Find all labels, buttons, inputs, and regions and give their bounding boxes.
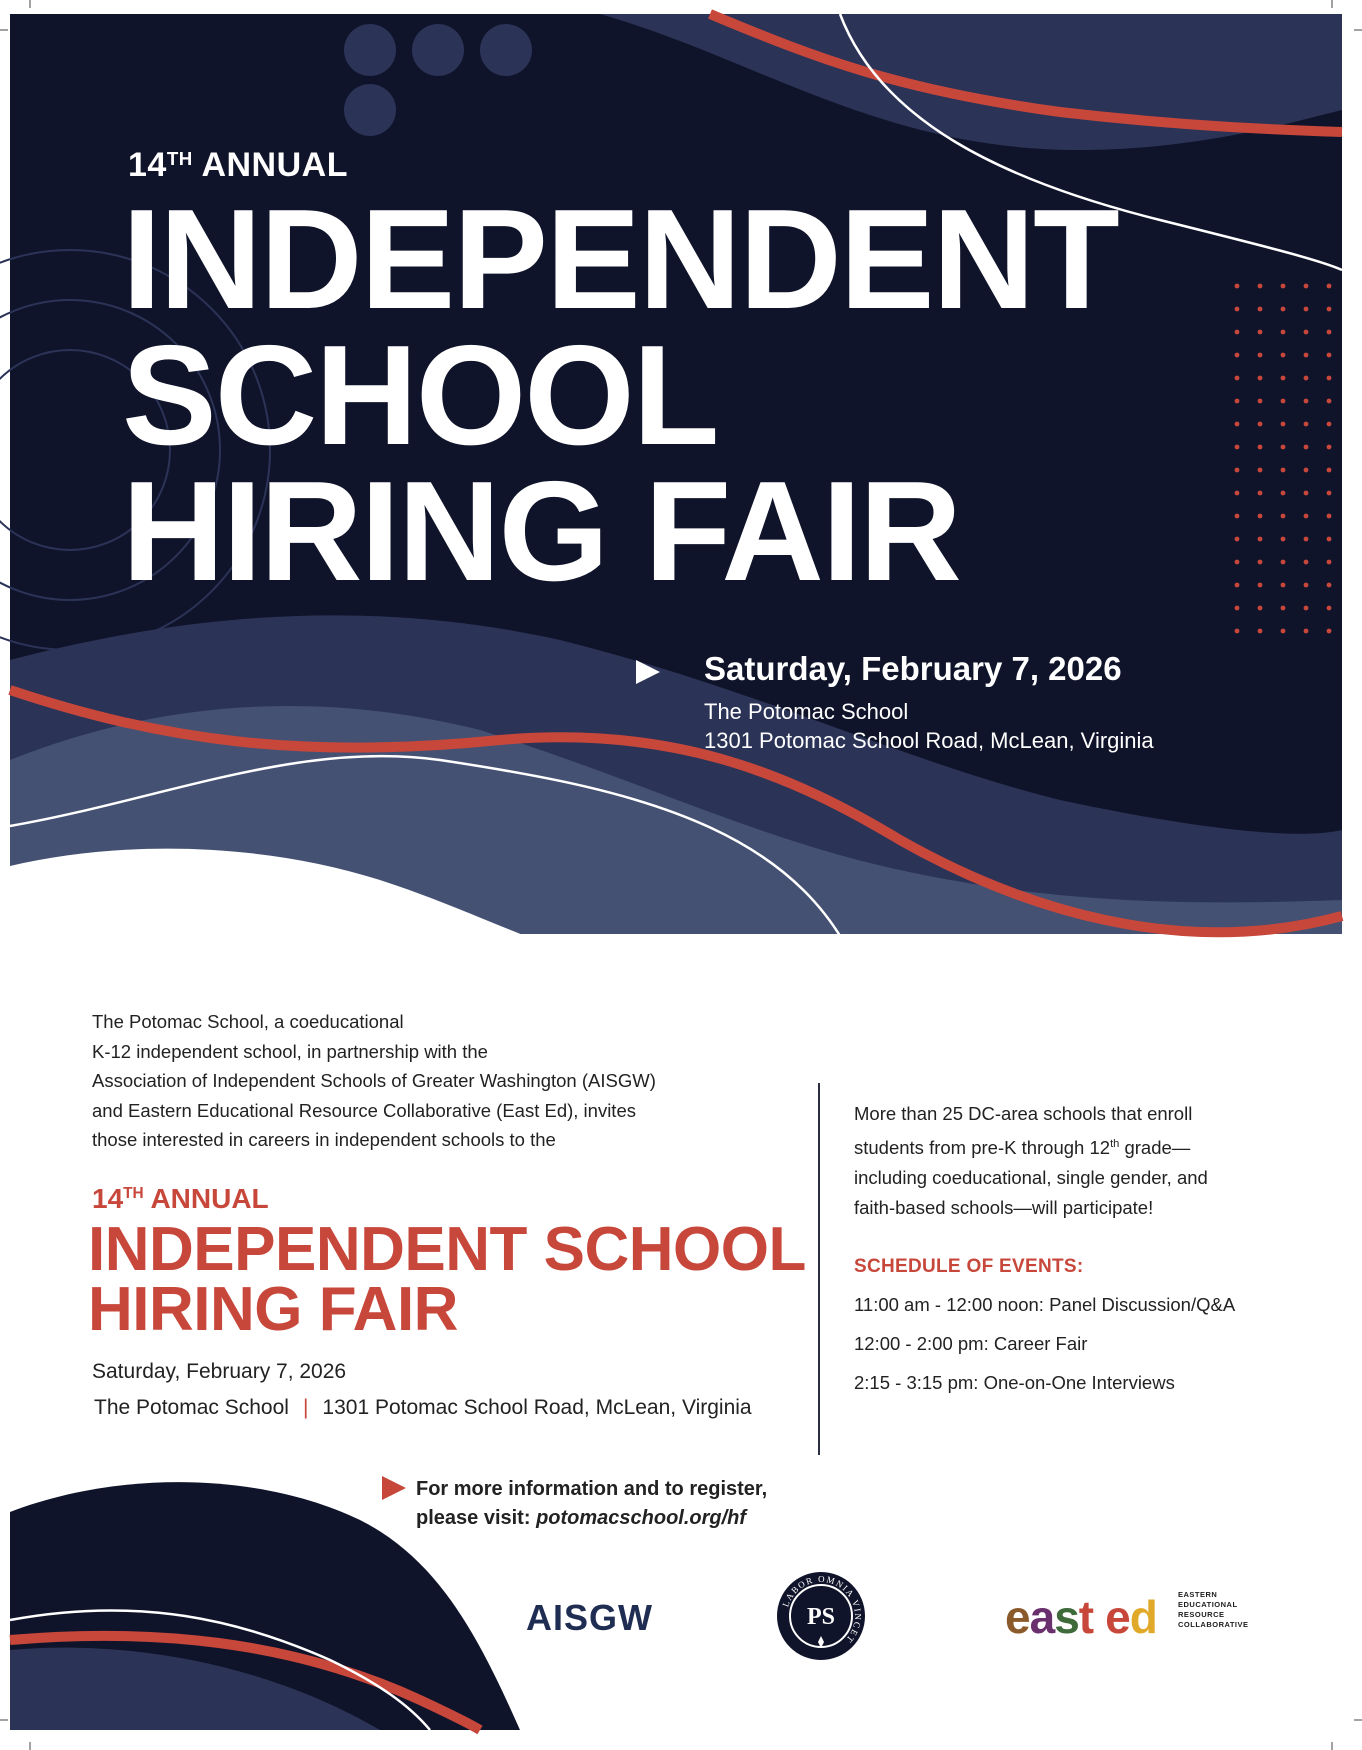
red-dot (1281, 353, 1286, 358)
sub-title-line: HIRING FAIR (88, 1275, 458, 1344)
red-dot (1235, 422, 1240, 427)
potomac-school-seal-icon (775, 1570, 867, 1662)
red-dot (1258, 606, 1263, 611)
hero-venue (704, 697, 1154, 755)
red-dot (1258, 629, 1263, 634)
east-ed-subtitle (1178, 1590, 1249, 1630)
red-dot (1327, 537, 1332, 542)
red-dot (1304, 491, 1309, 496)
red-dot (1235, 376, 1240, 381)
intro-line: Association of Independent Schools of Greater Washington (AISGW) (92, 1070, 656, 1091)
hero-title-line: HIRING FAIR (122, 452, 960, 611)
red-dot (1327, 353, 1332, 358)
participation-line: faith-based schools—will participate! (854, 1197, 1154, 1219)
logo-letter: a (1029, 1591, 1055, 1643)
sub-venue-address: 1301 Potomac School Road, McLean, Virginia (322, 1396, 752, 1419)
east-ed-sub-line: RESOURCE (1178, 1610, 1225, 1619)
red-dot (1304, 468, 1309, 473)
ed-word (1105, 1591, 1157, 1643)
column-divider (818, 1083, 820, 1455)
red-dot (1304, 353, 1309, 358)
intro-line: The Potomac School, a coeducational (92, 1011, 404, 1032)
red-dot (1304, 284, 1309, 289)
sub-date: Saturday, February 7, 2026 (92, 1360, 347, 1383)
sub-title-line: INDEPENDENT SCHOOL (88, 1215, 806, 1284)
red-dot (1235, 445, 1240, 450)
cta-line: please visit: potomacschool.org/hf (416, 1507, 747, 1529)
red-dot (1281, 606, 1286, 611)
logo-letter: t (1078, 1591, 1094, 1643)
logo-letter: s (1054, 1591, 1079, 1643)
red-dot (1304, 560, 1309, 565)
red-dot (1327, 491, 1332, 496)
red-dot (1235, 353, 1240, 358)
red-dot (1281, 537, 1286, 542)
east-word (1005, 1591, 1093, 1643)
red-dot (1327, 560, 1332, 565)
red-dot (1304, 629, 1309, 634)
red-dot (1327, 307, 1332, 312)
aisgw-logo: AISGW (526, 1597, 653, 1638)
red-dot (1304, 606, 1309, 611)
red-dot (1258, 376, 1263, 381)
red-dot (1235, 583, 1240, 588)
red-dot (1281, 491, 1286, 496)
red-dot (1304, 307, 1309, 312)
schedule-item: 11:00 am - 12:00 noon: Panel Discussion/Q&A (854, 1294, 1236, 1315)
red-dot (1281, 399, 1286, 404)
red-dot (1235, 307, 1240, 312)
intro-line: K-12 independent school, in partnership with the (92, 1040, 488, 1062)
red-dot (1304, 330, 1309, 335)
red-dot (1258, 583, 1263, 588)
red-dot (1235, 468, 1240, 473)
schedule-title: SCHEDULE OF EVENTS: (854, 1256, 1084, 1277)
red-dot (1281, 330, 1286, 335)
red-dot (1258, 353, 1263, 358)
red-dot (1281, 560, 1286, 565)
red-dot (1327, 468, 1332, 473)
register-cta (416, 1475, 767, 1533)
logo-letter: e (1005, 1591, 1030, 1643)
play-triangle-icon (382, 1476, 406, 1500)
red-dot (1327, 330, 1332, 335)
intro-line: and Eastern Educational Resource Collaborative (East Ed), invites (92, 1099, 636, 1121)
hero-title-line: SCHOOL (122, 316, 718, 475)
red-dot (1281, 422, 1286, 427)
red-dot (1258, 468, 1263, 473)
red-dot (1327, 445, 1332, 450)
register-link[interactable]: potomacschool.org/hf (536, 1507, 747, 1529)
red-dot (1327, 629, 1332, 634)
red-dot (1258, 284, 1263, 289)
participation-paragraph (854, 1099, 1274, 1223)
svg-text:PS: PS (806, 1604, 836, 1630)
red-dot (1327, 606, 1332, 611)
red-dot (1235, 491, 1240, 496)
red-dot (1281, 583, 1286, 588)
red-dot (1281, 284, 1286, 289)
schedule-item: 2:15 - 3:15 pm: One-on-One Interviews (854, 1372, 1175, 1393)
participation-line: including coeducational, single gender, and (854, 1167, 1208, 1189)
sub-eyebrow: 14TH ANNUAL (92, 1183, 269, 1214)
red-dot (1327, 422, 1332, 427)
red-dot (1235, 606, 1240, 611)
red-dot (1327, 583, 1332, 588)
logo-letter: e (1105, 1591, 1130, 1643)
play-triangle-icon (636, 660, 660, 684)
red-dot (1281, 445, 1286, 450)
sub-venue (94, 1396, 752, 1420)
red-dot (1304, 445, 1309, 450)
east-ed-sub-line: EASTERN (1178, 1590, 1218, 1599)
red-dot (1304, 376, 1309, 381)
red-dot (1304, 583, 1309, 588)
red-dot (1281, 468, 1286, 473)
red-dot (1235, 629, 1240, 634)
cta-line: For more information and to register, (416, 1478, 768, 1500)
red-dot (1235, 514, 1240, 519)
red-dot (1327, 284, 1332, 289)
red-dot (1235, 399, 1240, 404)
red-dot (1235, 284, 1240, 289)
east-ed-sub-line: COLLABORATIVE (1178, 1620, 1249, 1629)
sub-title (88, 1215, 806, 1344)
red-dot (1304, 514, 1309, 519)
red-dot (1327, 514, 1332, 519)
participation-line: students from pre-K through 12th grade— (854, 1137, 1191, 1159)
red-dot (1281, 514, 1286, 519)
intro-line: those interested in careers in independent schools to the (92, 1129, 556, 1150)
red-dot (1258, 422, 1263, 427)
red-dot (1235, 330, 1240, 335)
participation-line: More than 25 DC-area schools that enroll (854, 1103, 1193, 1124)
red-dot (1258, 514, 1263, 519)
red-dot (1258, 537, 1263, 542)
red-dot (1258, 560, 1263, 565)
red-dot (1304, 399, 1309, 404)
hero-title-line: INDEPENDENT (122, 180, 1118, 339)
red-dot (1258, 399, 1263, 404)
red-dot (1258, 307, 1263, 312)
red-dot (1304, 537, 1309, 542)
east-ed-logo (1005, 1590, 1157, 1644)
red-dot (1258, 491, 1263, 496)
red-dot (1235, 537, 1240, 542)
red-dot (1327, 399, 1332, 404)
hero-venue-name: The Potomac School (704, 699, 909, 724)
svg-text:LABOR OMNIA VINCET: LABOR OMNIA VINCET (780, 1573, 864, 1646)
hero-date: Saturday, February 7, 2026 (704, 650, 1122, 687)
sub-venue-name: The Potomac School (94, 1396, 289, 1419)
schedule-item: 12:00 - 2:00 pm: Career Fair (854, 1333, 1088, 1354)
red-dot (1258, 330, 1263, 335)
red-dot (1235, 560, 1240, 565)
red-dot (1258, 445, 1263, 450)
east-ed-sub-line: EDUCATIONAL (1178, 1600, 1238, 1609)
venue-separator: | (302, 1396, 309, 1419)
red-dot (1281, 307, 1286, 312)
red-dot (1281, 376, 1286, 381)
hero-venue-address: 1301 Potomac School Road, McLean, Virginia (704, 728, 1154, 753)
hero-eyebrow: 14TH ANNUAL (128, 146, 348, 184)
logo-letter: d (1129, 1591, 1157, 1643)
intro-paragraph (92, 1007, 732, 1155)
red-dot (1304, 422, 1309, 427)
schedule-list (854, 1294, 1235, 1411)
hero-title (122, 180, 1118, 611)
red-dot (1281, 629, 1286, 634)
red-dot (1327, 376, 1332, 381)
